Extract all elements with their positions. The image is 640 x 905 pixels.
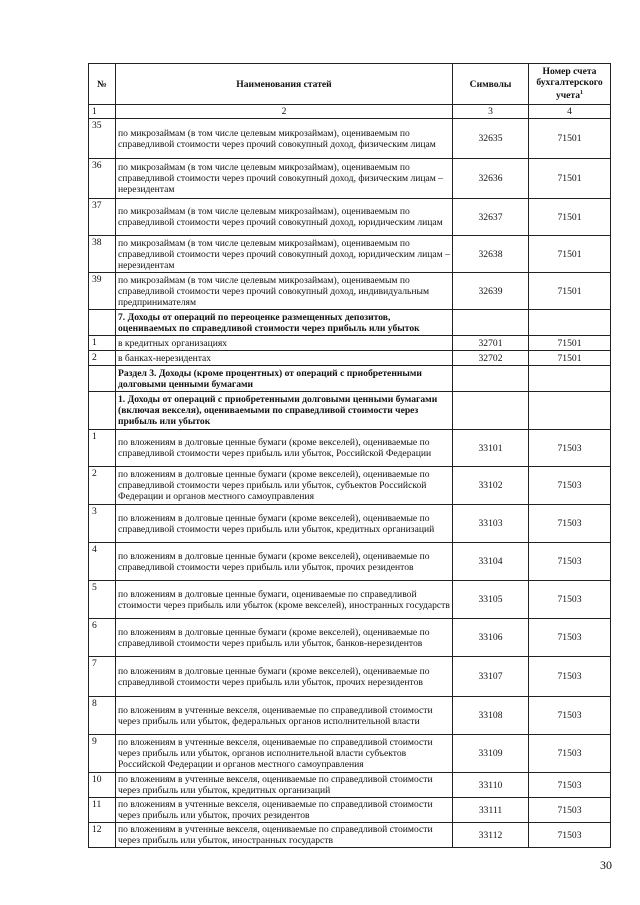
row-number: 2: [89, 351, 116, 366]
row-symbol: [453, 392, 529, 430]
header-account: [529, 64, 611, 105]
row-account: 71503: [529, 430, 611, 467]
accounts-table: [88, 63, 611, 848]
row-account: 71503: [529, 823, 611, 848]
index-cell: 4: [529, 105, 611, 119]
table-row: [89, 467, 611, 505]
page-number: 30: [600, 858, 612, 872]
row-account: 71501: [529, 119, 611, 159]
row-symbol: 33107: [453, 657, 529, 697]
row-account: [529, 392, 611, 430]
row-number: [89, 392, 116, 430]
row-account: 71501: [529, 351, 611, 366]
row-number: [89, 310, 116, 336]
row-symbol: 33112: [453, 823, 529, 848]
row-symbol: 33102: [453, 467, 529, 505]
row-symbol: 33111: [453, 798, 529, 823]
row-name: по вложениям в учтенные векселя, оцениваемые по справедливой стоимости через прибыль или убыток, федеральных органов исполнительной власти: [116, 697, 453, 735]
row-number: 7: [89, 657, 116, 697]
row-name: по вложениям в долговые ценные бумаги (кроме векселей), оцениваемые по справедливой стоимости через прибыль или убыток, прочих резидентов: [116, 543, 453, 581]
row-account: 71503: [529, 773, 611, 798]
row-name: по вложениям в долговые ценные бумаги (кроме векселей), оцениваемые по справедливой стоимости через прибыль или убыток, кредитных организаций: [116, 505, 453, 543]
table-row: [89, 336, 611, 351]
row-account: 71503: [529, 467, 611, 505]
row-name: по вложениям в долговые ценные бумаги (кроме векселей), оцениваемые по справедливой стоимости через прибыль или убыток, субъектов Российской Федерации и органов местного самоуправления: [116, 467, 453, 505]
row-number: 10: [89, 773, 116, 798]
row-account: 71503: [529, 697, 611, 735]
row-name: по микрозаймам (в том числе целевым микрозаймам), оцениваемым по справедливой стоимости через прочий совокупный доход, юридическим лицам – нерезидентам: [116, 236, 453, 273]
row-account: [529, 366, 611, 392]
row-symbol: 32638: [453, 236, 529, 273]
row-number: 38: [89, 236, 116, 273]
row-account: 71503: [529, 735, 611, 773]
table-row: [89, 430, 611, 467]
row-symbol: 33108: [453, 697, 529, 735]
header-account-text: Номер счета бухгалтерского учета: [536, 66, 603, 102]
row-symbol: 32637: [453, 199, 529, 236]
header-name: Наименования статей: [116, 64, 453, 105]
table-row: [89, 657, 611, 697]
footnote-marker: 1: [580, 90, 584, 97]
table-row: [89, 273, 611, 310]
row-account: 71501: [529, 273, 611, 310]
row-number: 35: [89, 119, 116, 159]
row-number: 12: [89, 823, 116, 848]
table-row: [89, 798, 611, 823]
row-name: по микрозаймам (в том числе целевым микрозаймам), оцениваемым по справедливой стоимости через прочий совокупный доход, физическим лицам: [116, 119, 453, 159]
row-number: 3: [89, 505, 116, 543]
table-row: [89, 697, 611, 735]
row-name: по вложениям в долговые ценные бумаги (кроме векселей), оцениваемые по справедливой стоимости через прибыль или убыток, банков-нерезидентов: [116, 619, 453, 657]
row-account: 71503: [529, 798, 611, 823]
row-account: 71503: [529, 505, 611, 543]
row-symbol: 32636: [453, 159, 529, 199]
row-account: 71503: [529, 619, 611, 657]
index-cell: 3: [453, 105, 529, 119]
row-account: 71503: [529, 657, 611, 697]
row-symbol: [453, 310, 529, 336]
row-symbol: 32639: [453, 273, 529, 310]
row-name: в банках-нерезидентах: [116, 351, 453, 366]
row-number: 4: [89, 543, 116, 581]
row-name: по вложениям в учтенные векселя, оцениваемые по справедливой стоимости через прибыль или убыток, иностранных государств: [116, 823, 453, 848]
row-name: по вложениям в долговые ценные бумаги (кроме векселей), оцениваемые по справедливой стоимости через прибыль или убыток, Российской Федерации: [116, 430, 453, 467]
row-name: в кредитных организациях: [116, 336, 453, 351]
row-account: 71503: [529, 543, 611, 581]
table-row: [89, 619, 611, 657]
table-row: [89, 543, 611, 581]
row-symbol: 33103: [453, 505, 529, 543]
table-row: [89, 823, 611, 848]
row-symbol: [453, 366, 529, 392]
row-symbol: 33104: [453, 543, 529, 581]
table-row: [89, 119, 611, 159]
row-number: 39: [89, 273, 116, 310]
index-row: [89, 105, 611, 119]
row-account: [529, 310, 611, 336]
row-number: 36: [89, 159, 116, 199]
row-name: по вложениям в учтенные векселя, оцениваемые по справедливой стоимости через прибыль или убыток, органов исполнительной власти субъектов Российской Федерации и органов местного самоуправления: [116, 735, 453, 773]
row-number: 9: [89, 735, 116, 773]
row-name: по вложениям в учтенные векселя, оцениваемые по справедливой стоимости через прибыль или убыток, кредитных организаций: [116, 773, 453, 798]
row-symbol: 33106: [453, 619, 529, 657]
row-symbol: 33110: [453, 773, 529, 798]
row-number: 1: [89, 430, 116, 467]
row-number: 6: [89, 619, 116, 657]
table-row: [89, 159, 611, 199]
row-symbol: 32635: [453, 119, 529, 159]
row-symbol: 33105: [453, 581, 529, 619]
row-number: [89, 366, 116, 392]
table-row: [89, 199, 611, 236]
row-name: 1. Доходы от операций с приобретенными долговыми ценными бумагами (включая векселя), оцениваемыми по справедливой стоимости через прибыль или убыток: [116, 392, 453, 430]
table-row: [89, 236, 611, 273]
header-symbol: Символы: [453, 64, 529, 105]
table-row: [89, 351, 611, 366]
row-account: 71501: [529, 199, 611, 236]
row-symbol: 32702: [453, 351, 529, 366]
row-account: 71503: [529, 581, 611, 619]
table-row: [89, 773, 611, 798]
row-number: 8: [89, 697, 116, 735]
row-number: 11: [89, 798, 116, 823]
table-row: [89, 505, 611, 543]
row-symbol: 32701: [453, 336, 529, 351]
table-row: [89, 581, 611, 619]
section-row: [89, 366, 611, 392]
row-name: Раздел 3. Доходы (кроме процентных) от операций с приобретенными долговыми ценными бумагами: [116, 366, 453, 392]
row-name: по вложениям в долговые ценные бумаги, оцениваемые по справедливой стоимости через прибыль или убыток (кроме векселей), иностранных государств: [116, 581, 453, 619]
row-name: по вложениям в долговые ценные бумаги (кроме векселей), оцениваемые по справедливой стоимости через прибыль или убыток, прочих нерезидентов: [116, 657, 453, 697]
table-row: [89, 735, 611, 773]
row-name: по микрозаймам (в том числе целевым микрозаймам), оцениваемым по справедливой стоимости через прочий совокупный доход, юридическим лицам: [116, 199, 453, 236]
row-symbol: 33101: [453, 430, 529, 467]
row-name: по микрозаймам (в том числе целевым микрозаймам), оцениваемым по справедливой стоимости через прочий совокупный доход, физическим лицам – нерезидентам: [116, 159, 453, 199]
row-name: по вложениям в учтенные векселя, оцениваемые по справедливой стоимости через прибыль или убыток, прочих резидентов: [116, 798, 453, 823]
index-cell: 1: [89, 105, 116, 119]
section-row: [89, 392, 611, 430]
row-account: 71501: [529, 159, 611, 199]
row-number: 2: [89, 467, 116, 505]
index-cell: 2: [116, 105, 453, 119]
header-row: [89, 64, 611, 105]
row-name: 7. Доходы от операций по переоценке размещенных депозитов, оцениваемых по справедливой стоимости через прибыль или убыток: [116, 310, 453, 336]
row-number: 1: [89, 336, 116, 351]
row-number: 5: [89, 581, 116, 619]
section-row: [89, 310, 611, 336]
header-num: №: [89, 64, 116, 105]
row-name: по микрозаймам (в том числе целевым микрозаймам), оцениваемым по справедливой стоимости через прочий совокупный доход, индивидуальным предпринимателям: [116, 273, 453, 310]
row-account: 71501: [529, 236, 611, 273]
row-symbol: 33109: [453, 735, 529, 773]
row-account: 71501: [529, 336, 611, 351]
row-number: 37: [89, 199, 116, 236]
